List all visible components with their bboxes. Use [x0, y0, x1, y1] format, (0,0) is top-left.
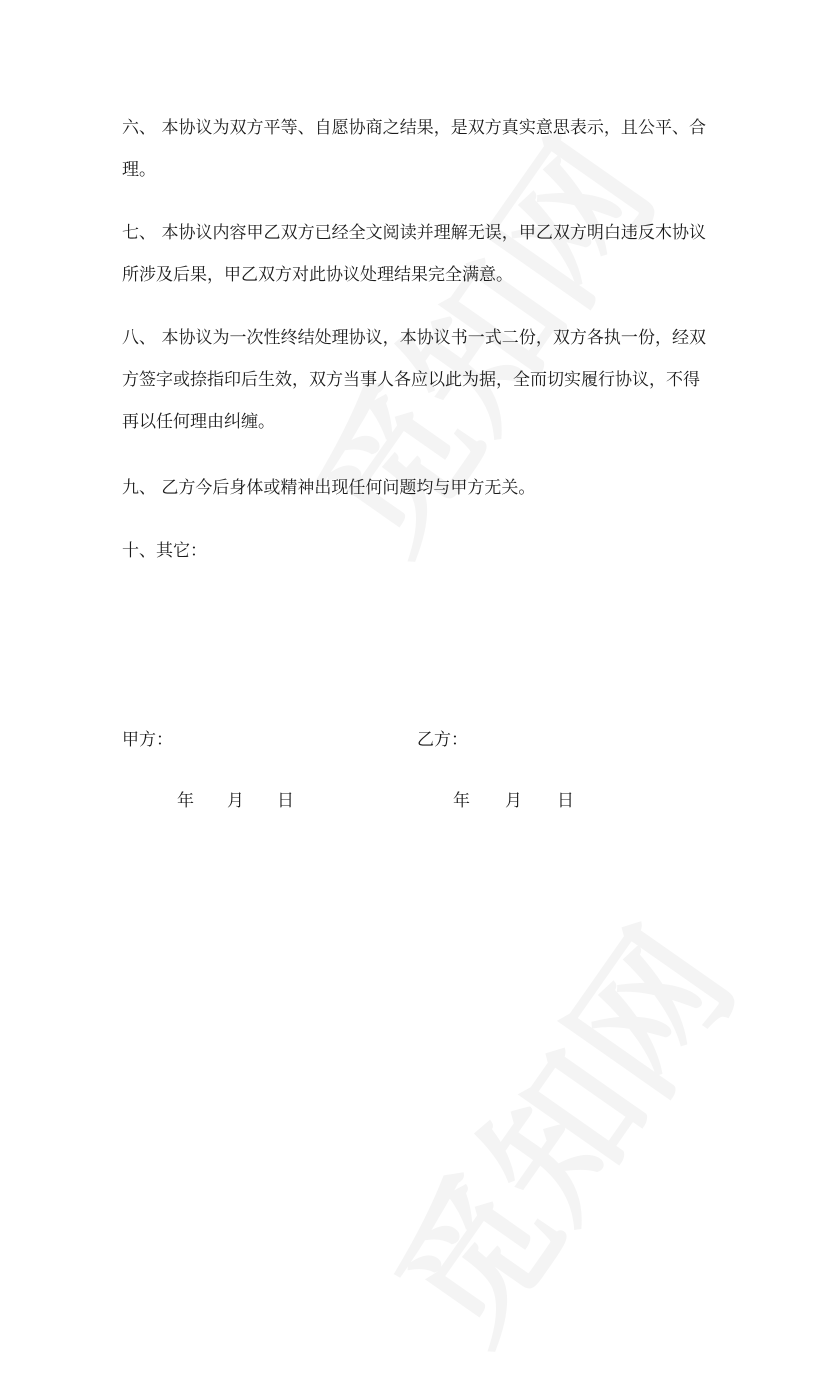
- party-b-day: 日: [557, 791, 574, 811]
- party-b-label: 乙方：: [417, 730, 468, 750]
- party-b-month: 月: [505, 791, 522, 811]
- clause-8-line-1: 八、 本协议为一次性终结处理协议，本协议书一式二份，双方各执一份，经双: [122, 328, 706, 348]
- party-b-year: 年: [453, 791, 470, 811]
- party-a-day: 日: [277, 791, 294, 811]
- clause-9: 九、 乙方今后身体或精神出现任何问题均与甲方无关。: [122, 478, 536, 498]
- clause-10: 十、其它：: [122, 541, 207, 561]
- party-a-month: 月: [227, 791, 244, 811]
- clause-7-line-2: 所涉及后果，甲乙双方对此协议处理结果完全满意。: [122, 265, 513, 285]
- watermark: [337, 882, 772, 1374]
- clause-7-line-1: 七、 本协议内容甲乙双方已经全文阅读并理解无误，甲乙双方明白违反木协议: [122, 223, 706, 243]
- clause-8-line-2: 方签字或捺指印后生效，双方当事人各应以此为据，全而切实履行协议，不得: [122, 370, 700, 390]
- party-a-year: 年: [177, 791, 194, 811]
- party-a-label: 甲方：: [122, 730, 173, 750]
- clause-6-line-1: 六、 本协议为双方平等、自愿协商之结果，是双方真实意思表示，且公平、合: [122, 118, 706, 138]
- clause-6-line-2: 理。: [122, 160, 156, 180]
- clause-8-line-3: 再以任何理由纠缠。: [122, 412, 275, 432]
